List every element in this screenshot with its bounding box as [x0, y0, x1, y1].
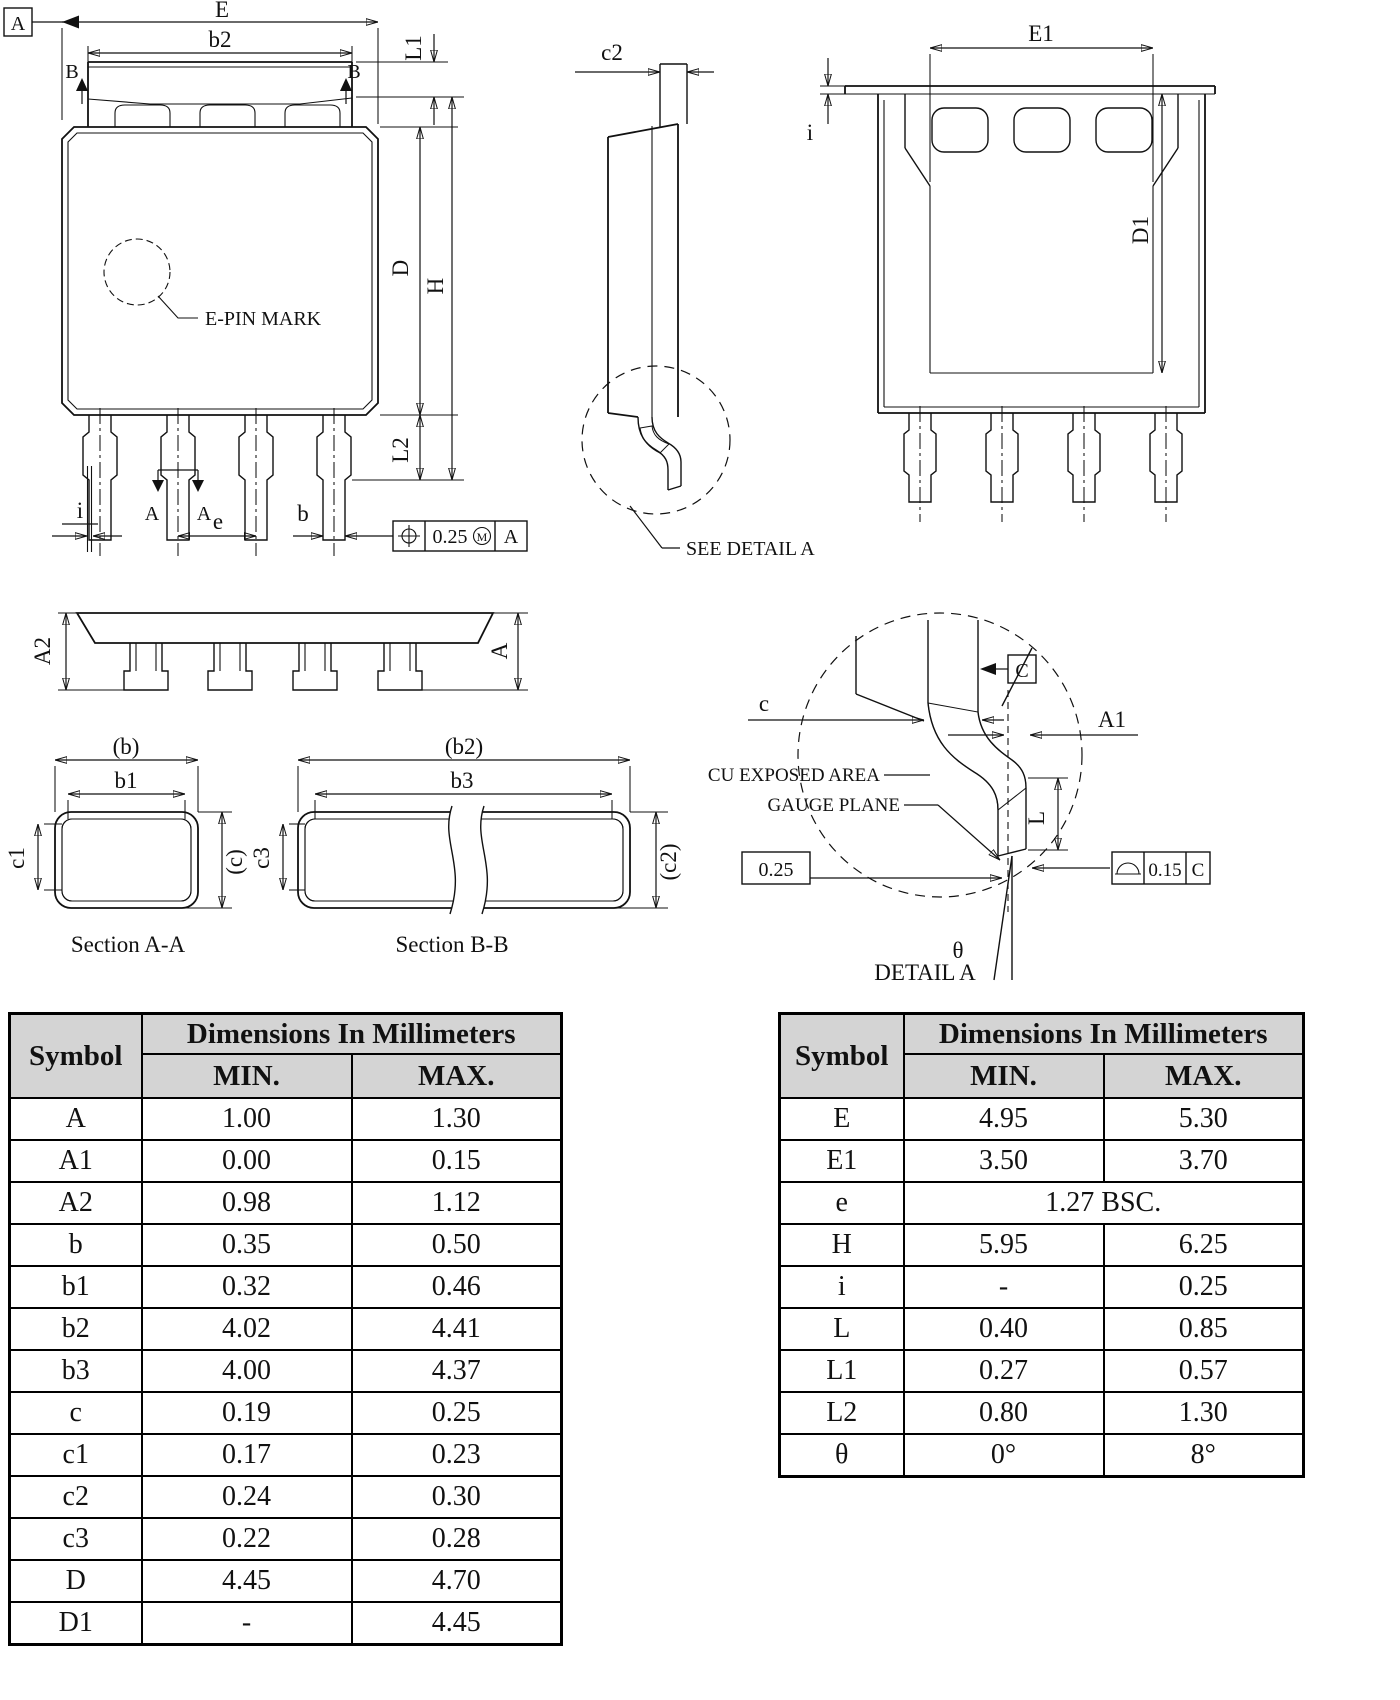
dim-c2-ref: (c2): [656, 843, 681, 881]
table-cell: L2: [780, 1392, 904, 1434]
table-cell: 0.35: [142, 1224, 352, 1266]
dim-L2: L2: [388, 437, 413, 463]
datum-a-label: A: [10, 13, 26, 35]
section-aa-title: Section A-A: [70, 932, 186, 957]
dim-A2: A2: [30, 636, 55, 666]
table-row: [780, 1434, 1304, 1477]
table-row: [780, 1266, 1304, 1308]
dim-b1: b1: [114, 768, 138, 793]
table-row: [780, 1224, 1304, 1266]
table-cell: 1.00: [142, 1098, 352, 1140]
detail-a-callout-circle: [582, 366, 730, 514]
table-cell: -: [142, 1602, 352, 1645]
table-cell: 0.17: [142, 1434, 352, 1476]
table-cell: 1.30: [1104, 1392, 1304, 1434]
table-cell: 8°: [1104, 1434, 1304, 1477]
table-cell: 0.25: [352, 1392, 562, 1434]
table-cell: b2: [10, 1308, 142, 1350]
symbol-header: Symbol: [10, 1014, 142, 1099]
table-cell: 4.41: [352, 1308, 562, 1350]
position-tolerance-frame: [393, 521, 527, 551]
dim-b: b: [297, 501, 309, 526]
front-view: [4, 0, 527, 556]
table-cell: 0.00: [142, 1140, 352, 1182]
table-row: [780, 1350, 1304, 1392]
table-cell: c2: [10, 1476, 142, 1518]
section-a-label: A: [144, 503, 160, 525]
table-cell: 0.85: [1104, 1308, 1304, 1350]
fcf-datum: A: [503, 526, 519, 548]
table-cell: i: [780, 1266, 904, 1308]
detail-a-view: [708, 613, 1210, 985]
bottom-view: [30, 613, 528, 690]
dim-D1: D1: [1128, 215, 1153, 245]
table-cell: 4.45: [142, 1560, 352, 1602]
table-cell: 4.70: [352, 1560, 562, 1602]
section-b-label: B: [65, 61, 79, 83]
table-cell: 0.40: [904, 1308, 1104, 1350]
surface-profile-icon: [1115, 863, 1141, 874]
dim-A: A: [487, 642, 512, 660]
dims-header: Dimensions In Millimeters: [904, 1014, 1304, 1055]
dim-H: H: [423, 277, 448, 295]
table-cell: 5.30: [1104, 1098, 1304, 1140]
section-bb-title: Section B-B: [395, 932, 509, 957]
fcf-value: 0.15: [1148, 860, 1182, 881]
table-header-row: [10, 1014, 562, 1055]
max-header: MAX.: [1104, 1054, 1304, 1098]
dim-i: i: [76, 498, 84, 523]
table-cell: D: [10, 1560, 142, 1602]
rear-leads: [904, 406, 1182, 522]
table-row: [10, 1560, 562, 1602]
table-cell: 4.95: [904, 1098, 1104, 1140]
see-detail-label: SEE DETAIL A: [686, 538, 815, 560]
table-cell: E1: [780, 1140, 904, 1182]
fcf-value: 0.25: [432, 526, 468, 548]
mmc-modifier-icon: [474, 528, 491, 545]
table-cell: L: [780, 1308, 904, 1350]
table-cell: 5.95: [904, 1224, 1104, 1266]
min-header: MIN.: [142, 1054, 352, 1098]
svg-text:M: M: [476, 530, 488, 544]
tab-hole: [1014, 108, 1070, 152]
table-row: [780, 1098, 1304, 1140]
table-cell: A1: [10, 1140, 142, 1182]
table-cell: L1: [780, 1350, 904, 1392]
table-cell: 0.57: [1104, 1350, 1304, 1392]
dim-i-rear: i: [806, 120, 814, 145]
table-cell: 0.19: [142, 1392, 352, 1434]
table-cell: c1: [10, 1434, 142, 1476]
table-cell: 4.45: [352, 1602, 562, 1645]
dim-b2: b2: [208, 27, 232, 52]
tab-hole: [1096, 108, 1152, 152]
dim-L1: L1: [401, 35, 426, 61]
table-cell: 0.30: [352, 1476, 562, 1518]
rear-view: [807, 21, 1215, 522]
table-cell: 0.27: [904, 1350, 1104, 1392]
table-cell: 0.23: [352, 1434, 562, 1476]
table-cell: E: [780, 1098, 904, 1140]
dim-c-detail: c: [758, 691, 770, 716]
table-cell: A2: [10, 1182, 142, 1224]
dim-L: L: [1024, 810, 1049, 826]
table-cell: 0.15: [352, 1140, 562, 1182]
dimensions-table-left: [8, 1012, 563, 1646]
table-cell: -: [904, 1266, 1104, 1308]
bottom-leads: [124, 643, 422, 690]
table-row: [780, 1308, 1304, 1350]
section-cut-arrow-icon: [152, 480, 164, 492]
table-row: [10, 1266, 562, 1308]
section-cut-arrow-icon: [192, 480, 204, 492]
table-cell: 0.25: [1104, 1266, 1304, 1308]
table-cell: 6.25: [1104, 1224, 1304, 1266]
table-row: [10, 1224, 562, 1266]
table-cell: 0.46: [352, 1266, 562, 1308]
table-cell: 3.70: [1104, 1140, 1304, 1182]
table-row: [780, 1140, 1304, 1182]
table-cell: H: [780, 1224, 904, 1266]
table-cell: 4.02: [142, 1308, 352, 1350]
table-row: [10, 1392, 562, 1434]
table-cell: 0°: [904, 1434, 1104, 1477]
table-row: [10, 1518, 562, 1560]
section-b-label: B: [347, 61, 361, 83]
cu-exposed-label: CU EXPOSED AREA: [707, 765, 880, 786]
table-cell: b: [10, 1224, 142, 1266]
dim-b3: b3: [450, 768, 474, 793]
side-view: [575, 40, 815, 560]
table-row: [780, 1392, 1304, 1434]
min-header: MIN.: [904, 1054, 1104, 1098]
dim-c3: c3: [249, 847, 274, 869]
table-cell: 1.30: [352, 1098, 562, 1140]
pin-mark-circle: [104, 239, 170, 305]
table-cell: 1.27 BSC.: [904, 1182, 1304, 1224]
section-bb-view: [249, 734, 681, 957]
dim-E1: E1: [1028, 21, 1054, 46]
table-cell: 4.37: [352, 1350, 562, 1392]
table-cell: A: [10, 1098, 142, 1140]
table-cell: b3: [10, 1350, 142, 1392]
symbol-header: Symbol: [780, 1014, 904, 1099]
table-cell: 0.28: [352, 1518, 562, 1560]
table-cell: θ: [780, 1434, 904, 1477]
table-cell: 0.24: [142, 1476, 352, 1518]
gauge-plane-label: GAUGE PLANE: [767, 795, 900, 816]
table-row: [10, 1182, 562, 1224]
table-cell: c3: [10, 1518, 142, 1560]
datum-c-arrow-icon: [980, 663, 996, 675]
table-header-row: [780, 1014, 1304, 1055]
table-row: [10, 1602, 562, 1645]
fcf-datum: C: [1191, 860, 1205, 881]
datum-c-label: C: [1015, 660, 1029, 682]
dim-e: e: [212, 509, 224, 534]
table-cell: 1.12: [352, 1182, 562, 1224]
dim-c-ref: (c): [222, 849, 247, 875]
dim-theta: θ: [952, 938, 964, 963]
tab-hole: [932, 108, 988, 152]
section-a-label: A: [196, 503, 212, 525]
table-cell: b1: [10, 1266, 142, 1308]
cu-exposed-hatch: [928, 703, 1026, 810]
table-cell: D1: [10, 1602, 142, 1645]
dimensions-table-right: [778, 1012, 1305, 1478]
table-cell: 0.80: [904, 1392, 1104, 1434]
table-cell: 0.98: [142, 1182, 352, 1224]
ref-025: 0.25: [758, 859, 794, 881]
dim-E: E: [214, 0, 230, 22]
table-row: [780, 1182, 1304, 1224]
table-cell: 3.50: [904, 1140, 1104, 1182]
table-cell: 4.00: [142, 1350, 352, 1392]
dim-A1: A1: [1097, 707, 1127, 732]
detail-a-circle: [798, 613, 1082, 897]
dim-D: D: [388, 259, 413, 277]
position-symbol-icon: [398, 525, 420, 547]
table-row: [10, 1098, 562, 1140]
table-cell: 0.22: [142, 1518, 352, 1560]
detail-a-title: DETAIL A: [874, 960, 976, 985]
table-cell: 0.50: [352, 1224, 562, 1266]
table-cell: e: [780, 1182, 904, 1224]
table-row: [10, 1350, 562, 1392]
dim-c2: c2: [601, 40, 623, 65]
table-cell: c: [10, 1392, 142, 1434]
table-row: [10, 1308, 562, 1350]
dim-b-ref: (b): [112, 734, 140, 759]
table-cell: 0.32: [142, 1266, 352, 1308]
dims-header: Dimensions In Millimeters: [142, 1014, 562, 1055]
dim-c1: c1: [4, 847, 29, 869]
dim-b2-ref: (b2): [444, 734, 484, 759]
table-row: [10, 1434, 562, 1476]
table-row: [10, 1140, 562, 1182]
profile-tolerance-frame: [1112, 852, 1210, 884]
table-row: [10, 1476, 562, 1518]
pin-mark-label: E-PIN MARK: [205, 308, 322, 330]
max-header: MAX.: [352, 1054, 562, 1098]
section-aa-view: [4, 734, 247, 957]
